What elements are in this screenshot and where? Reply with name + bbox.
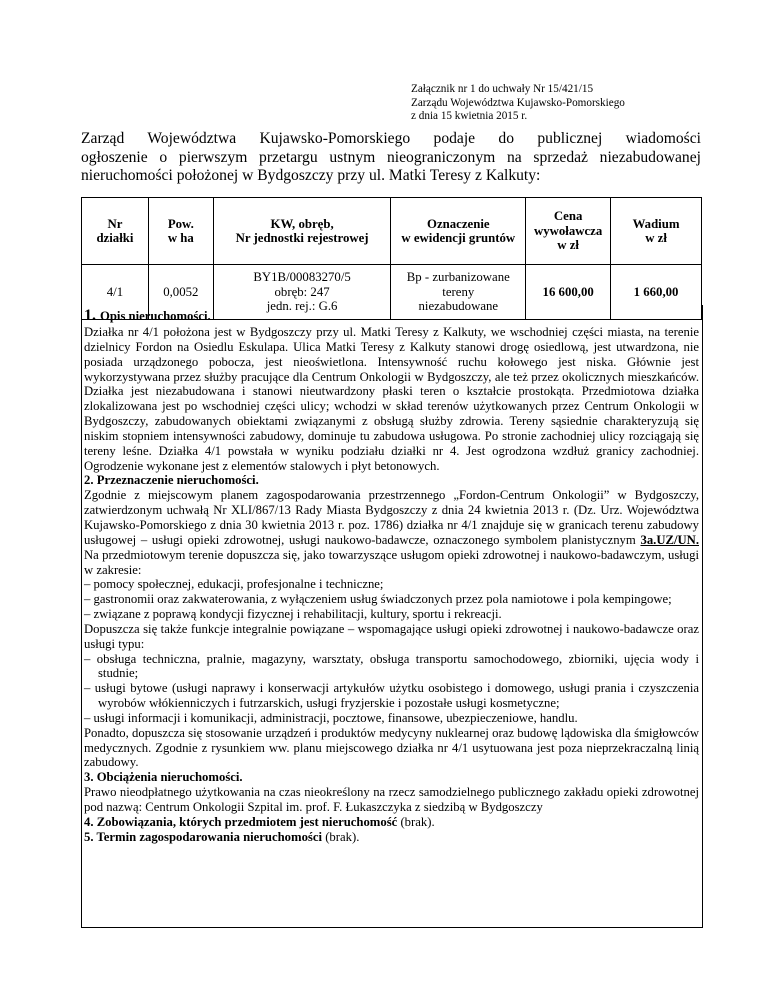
cell-starting-price: 16 600,00 [526, 265, 611, 320]
list-item: – gastronomii oraz zakwaterowania, z wyłączeniem usług świadczonych przez pola namiotowe i pola kempingowe; [84, 592, 672, 607]
header-plot-number: Nr działki [82, 198, 149, 265]
property-description [84, 307, 699, 845]
header-land-register: KW, obręb, Nr jednostki rejestrowej [213, 198, 391, 265]
list-item: – usługi informacji i komunikacji, administracji, pocztowe, finansowe, ubezpieczeniowe, handlu. [84, 710, 578, 725]
cell-land-register: BY1B/00083270/5 obręb: 247 jedn. rej.: G.6 [213, 265, 391, 320]
intro-line-2: ogłoszenie o pierwszym przetargu ustnym nieograniczonym na sprzedaż niezabudowanej [81, 148, 701, 166]
list-item: – pomocy społecznej, edukacji, profesjonalne i techniczne; [84, 577, 384, 592]
section-5-text: (brak). [325, 829, 360, 844]
cell-area: 0,0052 [148, 265, 213, 320]
planning-symbol: 3a.UZ/UN. [640, 532, 699, 547]
annex-line-2: Zarządu Województwa Kujawsko-Pomorskiego [411, 96, 625, 109]
section-2-heading: 2. Przeznaczenie nieruchomości. [84, 473, 259, 488]
list-item: – związane z poprawą kondycji fizycznej i rehabilitacji, kultury, sportu i rekreacji. [84, 607, 502, 622]
table-header-row [82, 198, 702, 265]
property-table [81, 197, 702, 320]
section-5 [84, 830, 699, 845]
cell-deposit: 1 660,00 [611, 265, 702, 320]
intro-line-3: nieruchomości położonej w Bydgoszczy przy ul. Matki Teresy z Kalkuty: [81, 167, 541, 184]
cell-plot-number: 4/1 [82, 265, 149, 320]
annex-line-3: z dnia 15 kwietnia 2015 r. [411, 110, 528, 123]
header-area: Pow. w ha [148, 198, 213, 265]
section-5-heading: 5. Termin zagospodarowania nieruchomości [84, 829, 323, 844]
section-2-text: Zgodnie z miejscowym planem zagospodarowania przestrzennego „Fordon-Centrum Onkologii” w Bydgoszczy, zatwierdzonym uchwałą Nr XLI/867/13 Rady Miasta Bydgoszczy z dnia 24 kwietnia 2013 r. (Dz. Urz. Województwa Kujawsko-Pomorskiego z dnia 30 kwietnia 2013 r. poz. 1786) działka nr 4/1 znajduje się w granicach terenu zabudowy usługowej – usługi opieki zdrowotnej, usługi naukowo-badawcze, oznaczonego symbolem planistycznym 3a.UZ/UN. Na przedmiotowym terenie dopuszcza się, jako towarzyszące usługom opieki zdrowotnej i naukowo-badawczym, usługi w zakresie: [84, 488, 699, 577]
section-2-text-2: Dopuszcza się także funkcje integralnie powiązane – wspomagające usługi opieki zdrowotnej i naukowo-badawcze oraz usługi typu: [84, 621, 699, 651]
annex-header [411, 83, 625, 124]
section-4-heading: 4. Zobowiązania, których przedmiotem jest nieruchomość [84, 814, 398, 829]
announcement-intro [81, 130, 701, 186]
section-2-text-3: Ponadto, dopuszcza się stosowanie urządzeń i produktów medycyny nuklearnej oraz budowę lądowiska dla śmigłowców medycznych. Zgodnie z rysunkiem ww. planu miejscowego działka nr 4/1 usytuowana jest poza nieprzekraczalną linią zabudowy. [84, 725, 699, 770]
header-starting-price: Cena wywoławcza w zł [526, 198, 611, 265]
section-3-text: Prawo nieodpłatnego użytkowania na czas nieokreślony na rzecz samodzielnego publicznego zakładu opieki zdrowotnej pod nazwą: Centrum Onkologii Szpital im. prof. F. Łukaszczyka z siedzibą w Bydgoszczy [84, 785, 699, 814]
section-1-heading: 1. Opis nieruchomości. [84, 307, 211, 324]
section-4-text: (brak). [400, 814, 435, 829]
header-deposit: Wadium w zł [611, 198, 702, 265]
list-item: – usługi bytowe (usługi naprawy i konserwacji artykułów użytku osobistego i domowego, usługi prania i czyszczenia wyrobów włókienniczych i futrzarskich, usługi fryzjerskie i pozostałe usługi kosmetyczne; [84, 681, 699, 711]
cell-land-designation: Bp - zurbanizowane tereny niezabudowane [391, 265, 526, 320]
section-3-heading: 3. Obciążenia nieruchomości. [84, 770, 243, 785]
intro-line-1: Zarząd Województwa Kujawsko-Pomorskiego podaje do publicznej wiadomości [81, 130, 701, 147]
section-1-text: Działka nr 4/1 położona jest w Bydgoszczy przy ul. Matki Teresy z Kalkuty, we wschodniej części miasta, na terenie dzielnicy Fordon na Osiedlu Eskulapa. Ulica Matki Teresy z Kalkuty stanowi drogę osiedlową, jest utwardzona, nie posiada urządzonego pobocza, jest nieoświetlona. Intensywność ruchu kołowego jest niska. Głównie jest wykorzystywana przez służby pracujące dla Centrum Onkologii w Bydgoszczy, ale też przez okolicznych mieszkańców. Działka jest niezabudowana i stanowi nieutwardzony płaski teren o kształcie prostokąta. Przedmiotowa działka zlokalizowana jest po wschodniej części ulicy; wchodzi w skład terenów użytkowanych przez Centrum Onkologii w Bydgoszczy, zabudowanych obiektami związanymi z obsługą służby zdrowia. Tereny sąsiednie charakteryzują się niskim stopniem intensywności zabudowy, dominuje tu zabudowa usługowa. Po stronie zachodniej ulicy rozciągają się tereny leśne. Działka 4/1 powstała w wyniku podziału działki nr 4. Jest ogrodzona wzdłuż granicy zachodniej. Ogrodzenie wykonane jest z elementów stalowych i płyt betonowych. [84, 325, 699, 473]
annex-line-1: Załącznik nr 1 do uchwały Nr 15/421/15 [411, 83, 594, 95]
list-item: – obsługa techniczna, pralnie, magazyny, warsztaty, obsługa transportu samochodowego, zbiorniki, ujęcia wody i studnie; [84, 651, 699, 681]
header-land-designation: Oznaczenie w ewidencji gruntów [391, 198, 526, 265]
section-4 [84, 815, 699, 830]
